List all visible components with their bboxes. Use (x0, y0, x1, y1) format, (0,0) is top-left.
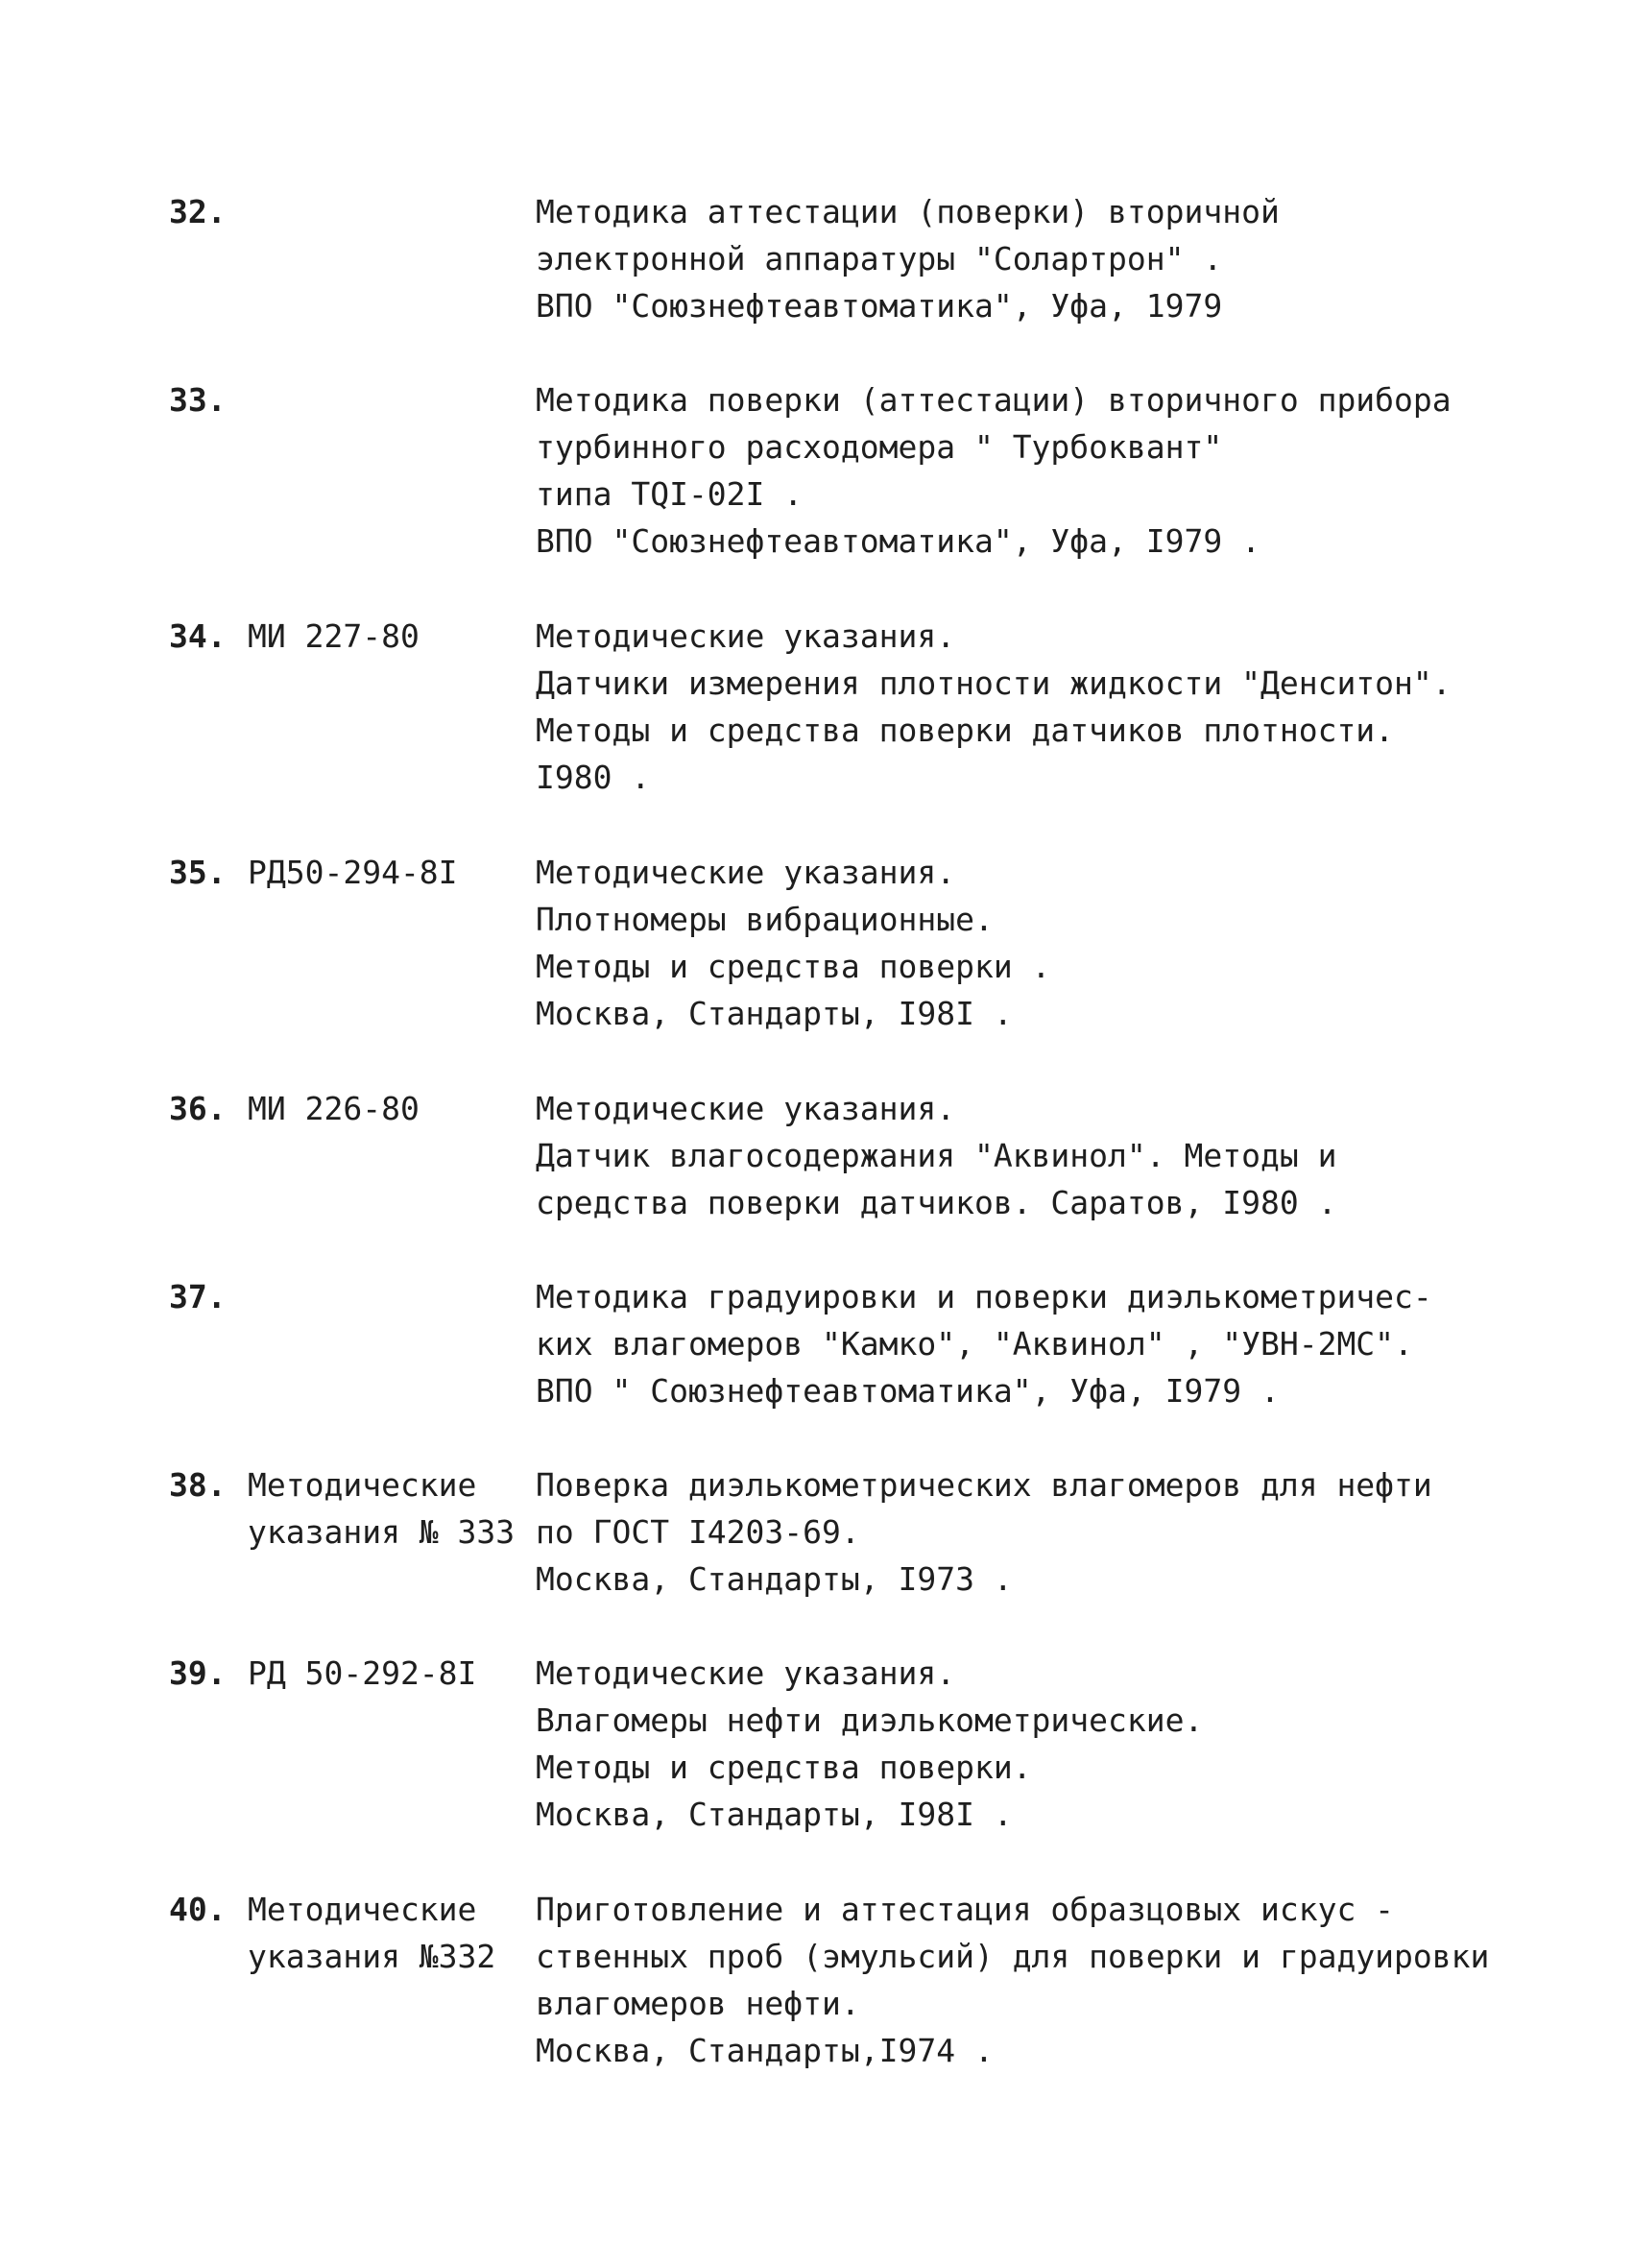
entry-number: 34. (169, 617, 227, 655)
entry-line: влагомеров нефти. (536, 1985, 860, 2022)
entry-code (248, 1461, 536, 1556)
entry-number: 40. (169, 1891, 227, 1928)
entry-text (536, 1650, 1496, 1838)
entry-line: Методика поверки (аттестации) вторичного прибора (536, 381, 1452, 419)
entry-line: Методы и средства поверки . (536, 948, 1051, 985)
entry-code-line: РД50-294-8I (248, 854, 458, 891)
entry-code (248, 1650, 536, 1697)
entry-code-line: указания № 333 (248, 1513, 516, 1551)
entry-code-line: Методические (248, 1891, 477, 1928)
entry-code-line: Методические (248, 1466, 477, 1504)
entry-line: Плотномеры вибрационные. (536, 901, 994, 938)
entry-line: Методические указания. (536, 1090, 956, 1127)
entry-line: ВПО "Союзнефтеавтоматика", Уфа, 1979 (536, 287, 1223, 325)
entry-text (536, 613, 1496, 801)
entry-number: 35. (169, 854, 227, 891)
entry-line: по ГОСТ I4203-69. (536, 1513, 860, 1551)
entry-text (536, 1273, 1496, 1414)
entry-line: Методика аттестации (поверки) вторичной (536, 193, 1280, 230)
entry-line: ВПО " Союзнефтеавтоматика", Уфа, I979 . (536, 1372, 1280, 1410)
entry-line: Влагомеры нефти диэлькометрические. (536, 1701, 1204, 1739)
entry-line: Москва, Стандарты, I973 . (536, 1560, 1013, 1598)
entry-code (248, 1085, 536, 1132)
entry-line: I980 . (536, 759, 651, 796)
entry-line: средства поверки датчиков. Саратов, I980 . (536, 1184, 1337, 1221)
entry-text (536, 1085, 1496, 1226)
entry-number: 32. (169, 193, 227, 230)
entry-line: типа TQI-02I . (536, 475, 804, 513)
entry-code-line: МИ 226-80 (248, 1090, 420, 1127)
entry-line: Методические указания. (536, 617, 956, 655)
entry-text (536, 849, 1496, 1037)
entry-number: 39. (169, 1654, 227, 1692)
entry-text (536, 188, 1496, 329)
entry-code-line: МИ 227-80 (248, 617, 420, 655)
entry-text (536, 1461, 1496, 1603)
entry-code (248, 849, 536, 896)
entry-line: Приготовление и аттестация образцовых искус - (536, 1891, 1395, 1928)
entry-line: Поверка диэлькометрических влагомеров для нефти (536, 1466, 1432, 1504)
entry-line: Методы и средства поверки датчиков плотности. (536, 712, 1395, 749)
entry-code (248, 1886, 536, 1980)
entry-line: Методические указания. (536, 854, 956, 891)
entry-line: ВПО "Союзнефтеавтоматика", Уфа, I979 . (536, 522, 1260, 560)
entry-number: 37. (169, 1278, 227, 1315)
entry-line: электронной аппаратуры "Солартрон" . (536, 240, 1223, 277)
entry-number: 36. (169, 1090, 227, 1127)
entry-line: Москва, Стандарты,I974 . (536, 2032, 994, 2069)
entry-line: Москва, Стандарты, I98I . (536, 995, 1013, 1032)
entry-line: Методы и средства поверки. (536, 1749, 1032, 1786)
entry-line: Датчики измерения плотности жидкости "Денситон". (536, 664, 1452, 702)
entry-line: ственных проб (эмульсий) для поверки и градуировки (536, 1938, 1490, 1975)
entry-line: ких влагомеров "Камко", "Аквинол" , "УВН-2МС". (536, 1325, 1413, 1363)
entry-line: турбинного расходомера " Турбоквант" (536, 428, 1223, 466)
entry-text (536, 376, 1496, 565)
entry-text (536, 1886, 1496, 2074)
entry-line: Методика градуировки и поверки диэлькометричес- (536, 1278, 1432, 1315)
entry-number: 33. (169, 381, 227, 419)
entry-line: Москва, Стандарты, I98I . (536, 1796, 1013, 1833)
entry-line: Датчик влагосодержания "Аквинол". Методы и (536, 1137, 1337, 1174)
entry-code-line: РД 50-292-8I (248, 1654, 477, 1692)
entry-code-line: указания №332 (248, 1938, 496, 1975)
entry-code (248, 613, 536, 660)
entry-number: 38. (169, 1466, 227, 1504)
entry-line: Методические указания. (536, 1654, 956, 1692)
